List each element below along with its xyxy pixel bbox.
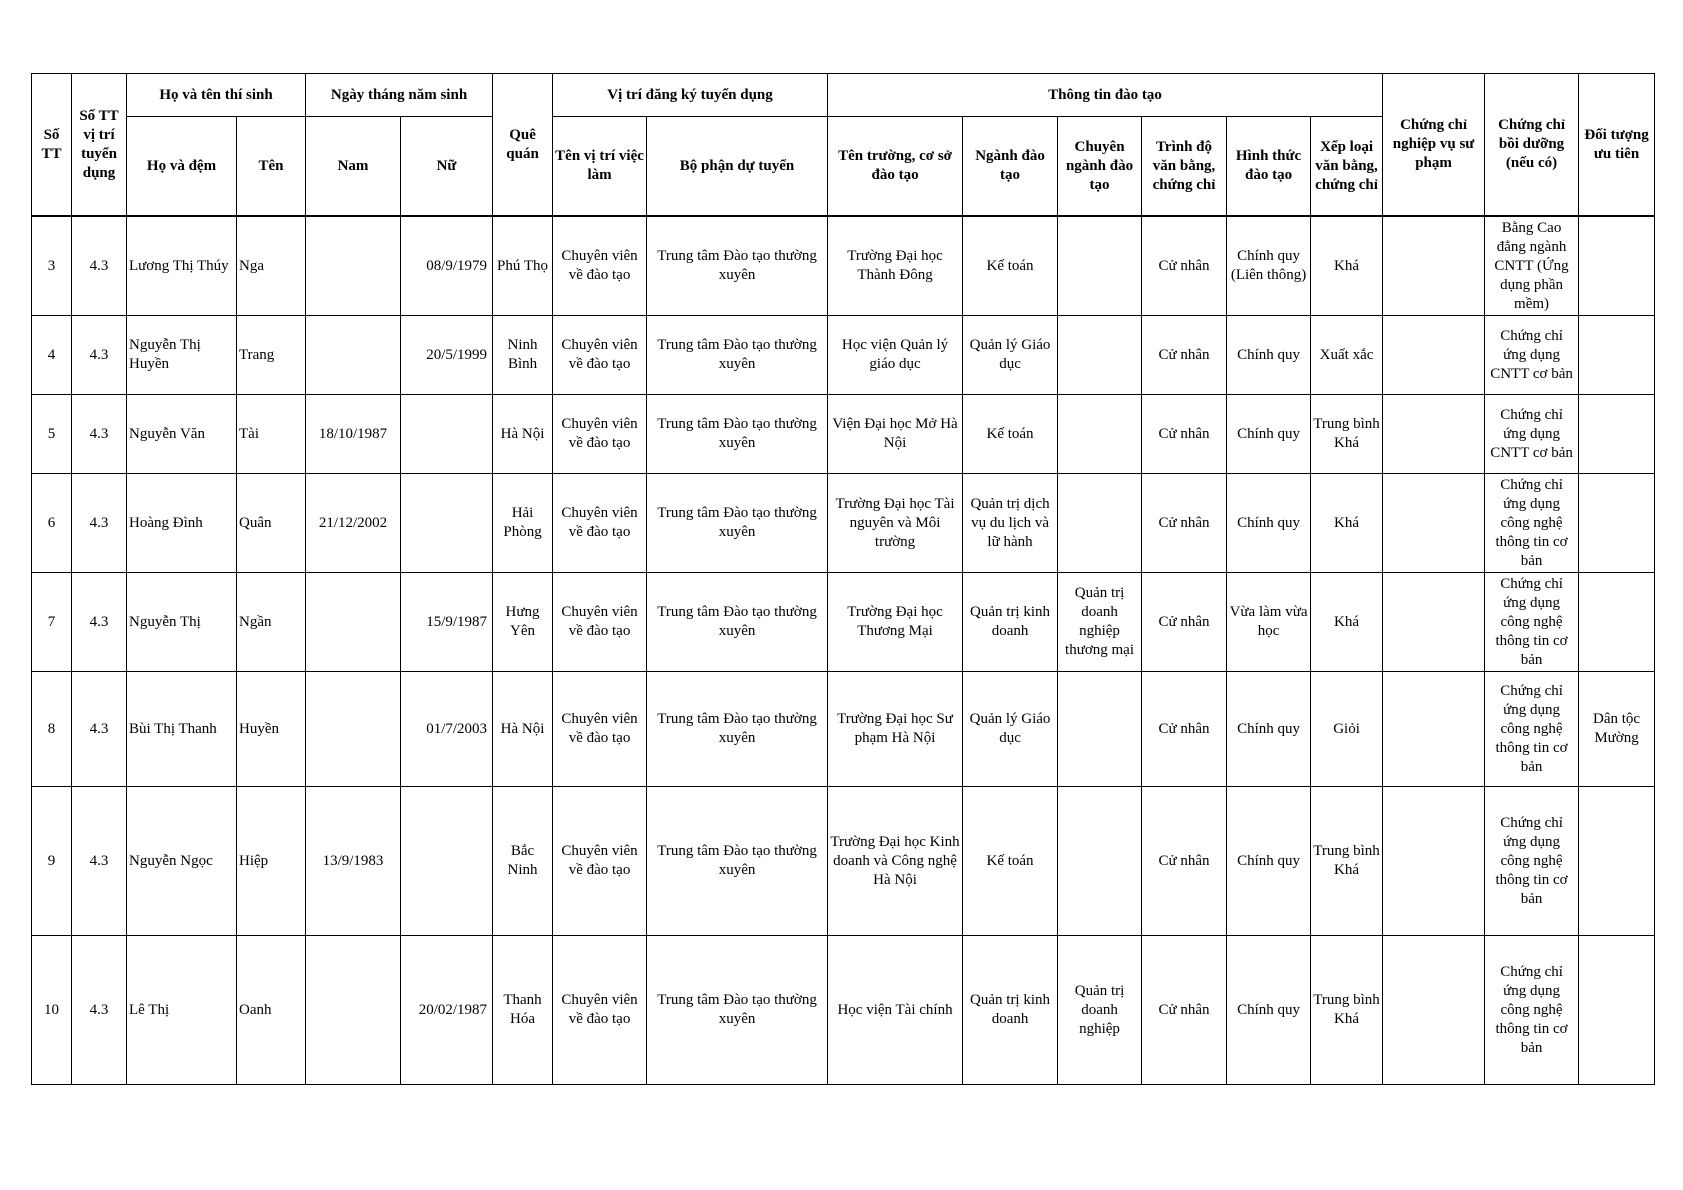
cell-stt: 3 [32, 216, 72, 316]
cell-nvsp [1383, 672, 1485, 787]
cell-nvsp [1383, 216, 1485, 316]
cell-trinh-do: Cử nhân [1142, 395, 1227, 474]
cell-nu: 20/5/1999 [401, 316, 493, 395]
cell-chuyen-nganh [1058, 316, 1142, 395]
cell-vt: 4.3 [72, 936, 127, 1085]
header-nganh: Ngành đào tạo [963, 117, 1058, 217]
cell-chuyen-nganh [1058, 395, 1142, 474]
cell-uu-tien [1579, 787, 1655, 936]
header-dao-tao-group: Thông tin đào tạo [828, 74, 1383, 117]
cell-truong: Học viện Tài chính [828, 936, 963, 1085]
cell-truong: Học viện Quản lý giáo dục [828, 316, 963, 395]
cell-nganh: Kế toán [963, 787, 1058, 936]
cell-bo-phan: Trung tâm Đào tạo thường xuyên [647, 216, 828, 316]
cell-xep-loai: Trung bình Khá [1311, 936, 1383, 1085]
header-doi-tuong-uu-tien: Đối tượng ưu tiên [1579, 74, 1655, 217]
cell-trinh-do: Cử nhân [1142, 936, 1227, 1085]
cell-trinh-do: Cử nhân [1142, 672, 1227, 787]
table-row [32, 936, 1655, 1085]
cell-stt: 9 [32, 787, 72, 936]
cell-boi-duong: Chứng chỉ ứng dụng công nghệ thông tin cơ bản [1485, 672, 1579, 787]
cell-chuyen-nganh [1058, 672, 1142, 787]
cell-ten: Trang [237, 316, 306, 395]
cell-nu: 01/7/2003 [401, 672, 493, 787]
cell-ho-dem: Bùi Thị Thanh [127, 672, 237, 787]
cell-trinh-do: Cử nhân [1142, 216, 1227, 316]
cell-ho-dem: Lê Thị [127, 936, 237, 1085]
cell-ho-dem: Hoàng Đình [127, 474, 237, 573]
cell-xep-loai: Khá [1311, 573, 1383, 672]
cell-vt: 4.3 [72, 216, 127, 316]
cell-chuyen-nganh: Quản trị doanh nghiệp [1058, 936, 1142, 1085]
cell-nu: 15/9/1987 [401, 573, 493, 672]
header-vi-tri-group: Vị trí đăng ký tuyển dụng [553, 74, 828, 117]
cell-que-quan: Thanh Hóa [493, 936, 553, 1085]
cell-vt: 4.3 [72, 573, 127, 672]
cell-nam: 18/10/1987 [306, 395, 401, 474]
cell-xep-loai: Trung bình Khá [1311, 787, 1383, 936]
cell-nu [401, 395, 493, 474]
cell-nganh: Kế toán [963, 216, 1058, 316]
cell-ten: Ngần [237, 573, 306, 672]
cell-nganh: Quản lý Giáo dục [963, 316, 1058, 395]
header-nam: Nam [306, 117, 401, 217]
cell-nam [306, 936, 401, 1085]
cell-vi-tri: Chuyên viên về đào tạo [553, 316, 647, 395]
cell-truong: Trường Đại học Thương Mại [828, 573, 963, 672]
table-row [32, 395, 1655, 474]
cell-nganh: Kế toán [963, 395, 1058, 474]
cell-hinh-thuc: Chính quy [1227, 474, 1311, 573]
cell-hinh-thuc: Chính quy [1227, 395, 1311, 474]
header-ngay-sinh-group: Ngày tháng năm sinh [306, 74, 493, 117]
cell-truong: Viện Đại học Mở Hà Nội [828, 395, 963, 474]
cell-xep-loai: Xuất xắc [1311, 316, 1383, 395]
cell-xep-loai: Khá [1311, 216, 1383, 316]
cell-vt: 4.3 [72, 395, 127, 474]
cell-uu-tien [1579, 216, 1655, 316]
cell-ten: Tài [237, 395, 306, 474]
cell-nam: 21/12/2002 [306, 474, 401, 573]
cell-bo-phan: Trung tâm Đào tạo thường xuyên [647, 936, 828, 1085]
cell-trinh-do: Cử nhân [1142, 474, 1227, 573]
cell-bo-phan: Trung tâm Đào tạo thường xuyên [647, 672, 828, 787]
cell-boi-duong: Chứng chỉ ứng dụng công nghệ thông tin cơ bản [1485, 936, 1579, 1085]
table-body [32, 216, 1655, 1085]
header-ten-vi-tri: Tên vị trí việc làm [553, 117, 647, 217]
header-que-quan: Quê quán [493, 74, 553, 217]
cell-hinh-thuc: Vừa làm vừa học [1227, 573, 1311, 672]
header-so-tt: Số TT [32, 74, 72, 217]
cell-uu-tien [1579, 936, 1655, 1085]
cell-uu-tien [1579, 474, 1655, 573]
cell-boi-duong: Chứng chỉ ứng dụng công nghệ thông tin cơ bản [1485, 474, 1579, 573]
cell-nganh: Quản lý Giáo dục [963, 672, 1058, 787]
header-chung-chi-nvsp: Chứng chỉ nghiệp vụ sư phạm [1383, 74, 1485, 217]
cell-trinh-do: Cử nhân [1142, 316, 1227, 395]
cell-stt: 8 [32, 672, 72, 787]
cell-boi-duong: Chứng chỉ ứng dụng CNTT cơ bản [1485, 316, 1579, 395]
header-ho-dem: Họ và đệm [127, 117, 237, 217]
cell-truong: Trường Đại học Kinh doanh và Công nghệ Hà Nội [828, 787, 963, 936]
cell-vi-tri: Chuyên viên về đào tạo [553, 474, 647, 573]
cell-trinh-do: Cử nhân [1142, 787, 1227, 936]
cell-nu: 08/9/1979 [401, 216, 493, 316]
table-row [32, 787, 1655, 936]
cell-nvsp [1383, 395, 1485, 474]
cell-ho-dem: Nguyễn Thị [127, 573, 237, 672]
cell-nganh: Quản trị kinh doanh [963, 573, 1058, 672]
cell-ten: Quân [237, 474, 306, 573]
cell-bo-phan: Trung tâm Đào tạo thường xuyên [647, 787, 828, 936]
cell-xep-loai: Giỏi [1311, 672, 1383, 787]
cell-stt: 5 [32, 395, 72, 474]
header-ten: Tên [237, 117, 306, 217]
cell-hinh-thuc: Chính quy (Liên thông) [1227, 216, 1311, 316]
cell-nvsp [1383, 787, 1485, 936]
candidate-table [31, 73, 1655, 1085]
cell-ho-dem: Lương Thị Thúy [127, 216, 237, 316]
cell-stt: 7 [32, 573, 72, 672]
cell-nam [306, 573, 401, 672]
cell-chuyen-nganh [1058, 216, 1142, 316]
table-row [32, 672, 1655, 787]
header-nu: Nữ [401, 117, 493, 217]
cell-vi-tri: Chuyên viên về đào tạo [553, 936, 647, 1085]
cell-ten: Hiệp [237, 787, 306, 936]
cell-vi-tri: Chuyên viên về đào tạo [553, 787, 647, 936]
cell-que-quan: Ninh Bình [493, 316, 553, 395]
cell-vi-tri: Chuyên viên về đào tạo [553, 216, 647, 316]
cell-hinh-thuc: Chính quy [1227, 672, 1311, 787]
cell-hinh-thuc: Chính quy [1227, 316, 1311, 395]
cell-que-quan: Hà Nội [493, 395, 553, 474]
cell-vt: 4.3 [72, 316, 127, 395]
cell-nu: 20/02/1987 [401, 936, 493, 1085]
cell-bo-phan: Trung tâm Đào tạo thường xuyên [647, 316, 828, 395]
cell-ten: Nga [237, 216, 306, 316]
cell-nu [401, 474, 493, 573]
header-chuyen-nganh: Chuyên ngành đào tạo [1058, 117, 1142, 217]
cell-nam [306, 672, 401, 787]
cell-trinh-do: Cử nhân [1142, 573, 1227, 672]
cell-ten: Huyền [237, 672, 306, 787]
cell-stt: 4 [32, 316, 72, 395]
cell-nganh: Quản trị dịch vụ du lịch và lữ hành [963, 474, 1058, 573]
header-chung-chi-boi-duong: Chứng chỉ bồi dưỡng (nếu có) [1485, 74, 1579, 217]
table-header [32, 74, 1655, 217]
header-hinh-thuc: Hình thức đào tạo [1227, 117, 1311, 217]
cell-vi-tri: Chuyên viên về đào tạo [553, 573, 647, 672]
cell-vi-tri: Chuyên viên về đào tạo [553, 395, 647, 474]
cell-stt: 10 [32, 936, 72, 1085]
header-xep-loai: Xếp loại văn bằng, chứng chỉ [1311, 117, 1383, 217]
cell-chuyen-nganh: Quản trị doanh nghiệp thương mại [1058, 573, 1142, 672]
cell-vi-tri: Chuyên viên về đào tạo [553, 672, 647, 787]
cell-truong: Trường Đại học Thành Đông [828, 216, 963, 316]
cell-bo-phan: Trung tâm Đào tạo thường xuyên [647, 474, 828, 573]
cell-uu-tien [1579, 316, 1655, 395]
cell-que-quan: Phú Thọ [493, 216, 553, 316]
cell-chuyen-nganh [1058, 474, 1142, 573]
cell-vt: 4.3 [72, 474, 127, 573]
cell-chuyen-nganh [1058, 787, 1142, 936]
cell-bo-phan: Trung tâm Đào tạo thường xuyên [647, 395, 828, 474]
cell-xep-loai: Khá [1311, 474, 1383, 573]
cell-uu-tien: Dân tộc Mường [1579, 672, 1655, 787]
cell-ho-dem: Nguyễn Văn [127, 395, 237, 474]
cell-nam [306, 216, 401, 316]
cell-que-quan: Bắc Ninh [493, 787, 553, 936]
cell-hinh-thuc: Chính quy [1227, 787, 1311, 936]
cell-nvsp [1383, 573, 1485, 672]
cell-nvsp [1383, 316, 1485, 395]
cell-vt: 4.3 [72, 787, 127, 936]
header-bo-phan: Bộ phận dự tuyển [647, 117, 828, 217]
cell-bo-phan: Trung tâm Đào tạo thường xuyên [647, 573, 828, 672]
header-ho-ten-group: Họ và tên thí sinh [127, 74, 306, 117]
cell-nam [306, 316, 401, 395]
cell-uu-tien [1579, 395, 1655, 474]
table-row [32, 316, 1655, 395]
cell-uu-tien [1579, 573, 1655, 672]
cell-que-quan: Hải Phòng [493, 474, 553, 573]
table-row [32, 216, 1655, 316]
cell-nvsp [1383, 474, 1485, 573]
cell-boi-duong: Chứng chỉ ứng dụng công nghệ thông tin cơ bản [1485, 573, 1579, 672]
header-ten-truong: Tên trường, cơ sở đào tạo [828, 117, 963, 217]
table-row [32, 573, 1655, 672]
cell-nam: 13/9/1983 [306, 787, 401, 936]
table-row [32, 474, 1655, 573]
cell-ten: Oanh [237, 936, 306, 1085]
cell-vt: 4.3 [72, 672, 127, 787]
cell-truong: Trường Đại học Tài nguyên và Môi trường [828, 474, 963, 573]
cell-hinh-thuc: Chính quy [1227, 936, 1311, 1085]
cell-boi-duong: Chứng chỉ ứng dụng CNTT cơ bản [1485, 395, 1579, 474]
cell-stt: 6 [32, 474, 72, 573]
header-trinh-do: Trình độ văn bằng, chứng chỉ [1142, 117, 1227, 217]
cell-nvsp [1383, 936, 1485, 1085]
cell-ho-dem: Nguyễn Ngọc [127, 787, 237, 936]
cell-ho-dem: Nguyễn Thị Huyền [127, 316, 237, 395]
cell-que-quan: Hà Nội [493, 672, 553, 787]
cell-truong: Trường Đại học Sư phạm Hà Nội [828, 672, 963, 787]
cell-xep-loai: Trung bình Khá [1311, 395, 1383, 474]
cell-boi-duong: Bằng Cao đẳng ngành CNTT (Ứng dụng phần mềm) [1485, 216, 1579, 316]
cell-nu [401, 787, 493, 936]
header-so-tt-vi-tri: Số TT vị trí tuyển dụng [72, 74, 127, 217]
cell-que-quan: Hưng Yên [493, 573, 553, 672]
cell-boi-duong: Chứng chỉ ứng dụng công nghệ thông tin cơ bản [1485, 787, 1579, 936]
cell-nganh: Quản trị kinh doanh [963, 936, 1058, 1085]
